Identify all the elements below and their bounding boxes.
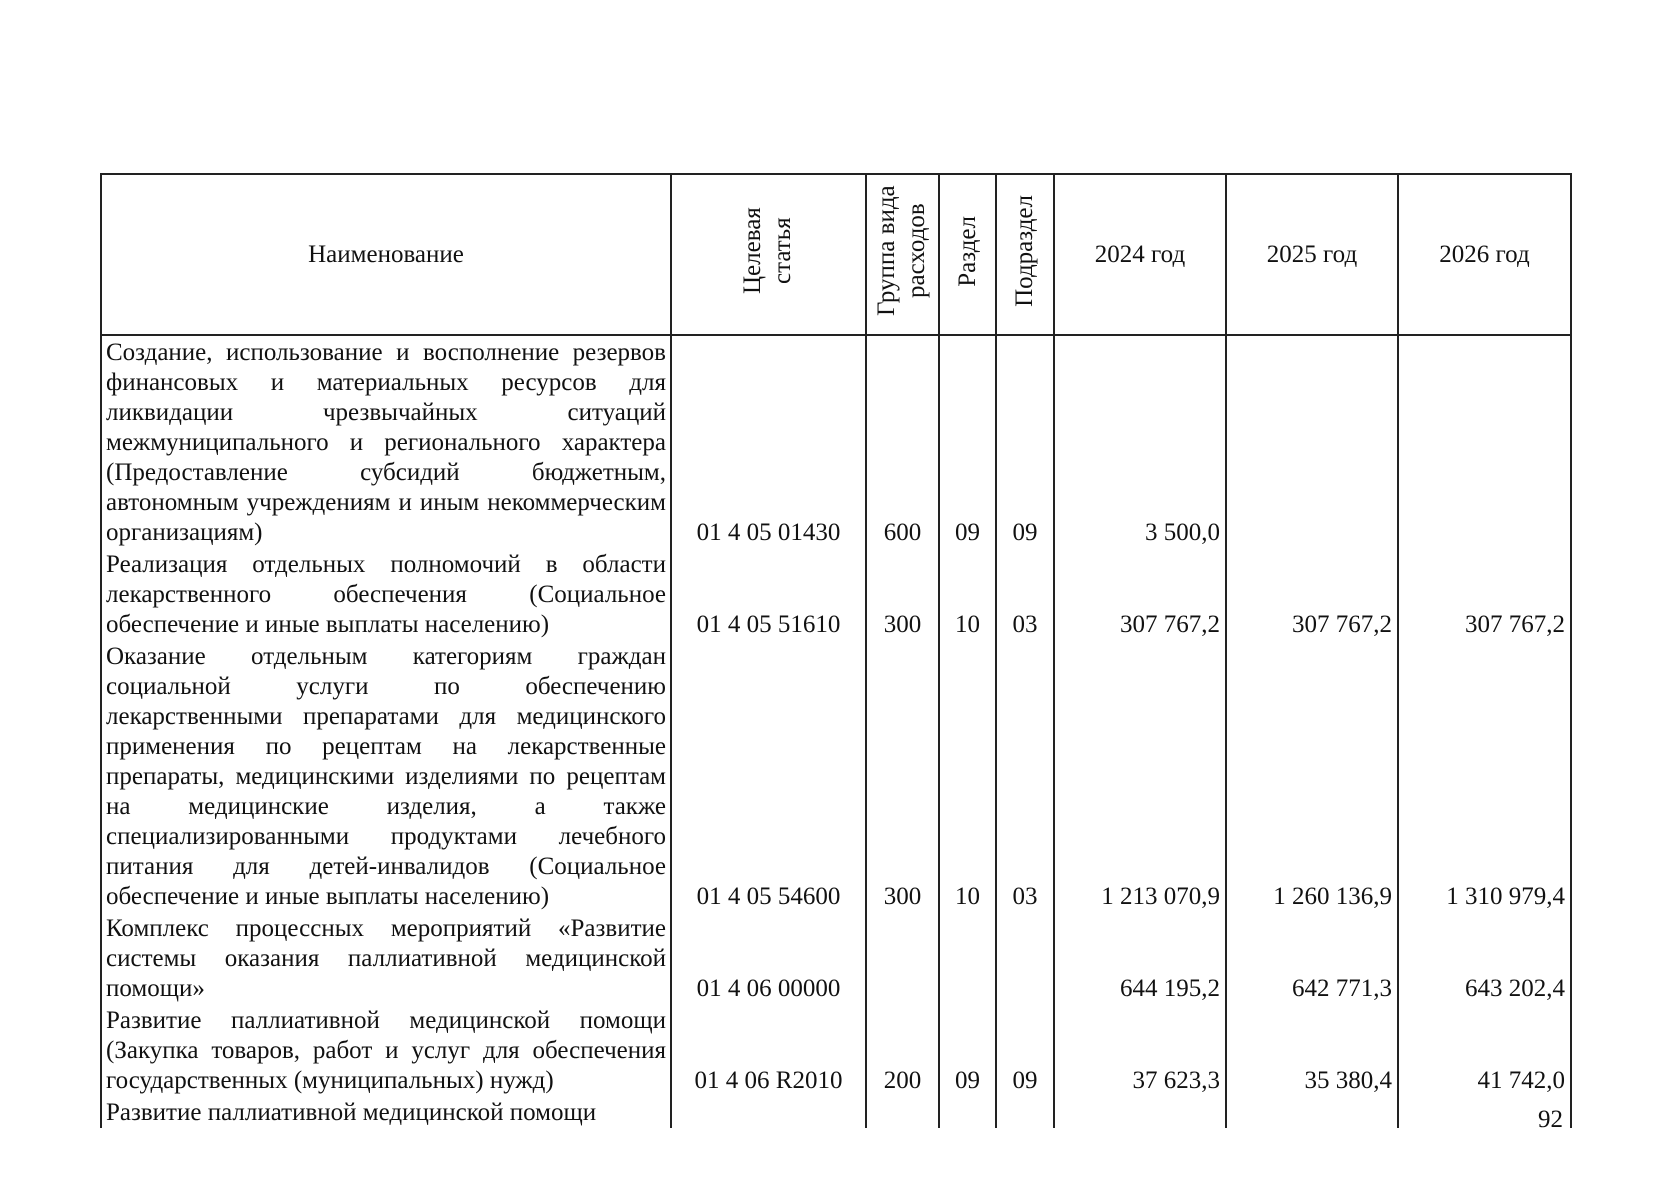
- header-year-2025: 2025 год: [1226, 174, 1398, 335]
- table-row: [101, 1096, 1571, 1128]
- row-name: Оказание отдельным категориям граждан социальной услуги по обеспечению лекарственными препаратами для медицинского применения по рецептам на лекарственные препараты, медицинскими изделиями по рецептам на медицинские изделия, а также специализированными продуктами лечебного питания для детей-инвалидов (Социальное обеспечение и иные выплаты населению): [101, 640, 671, 912]
- table-row: [101, 912, 1571, 1004]
- row-name: Комплекс процессных мероприятий «Развитие системы оказания паллиативной медицинской помощи»: [101, 912, 671, 1004]
- row-expense-group: [866, 1096, 939, 1128]
- row-expense-group: 200: [866, 1004, 939, 1096]
- row-name: Развитие паллиативной медицинской помощи: [101, 1096, 671, 1128]
- row-subsection: [996, 912, 1054, 1004]
- header-name: Наименование: [101, 174, 671, 335]
- row-subsection: 09: [996, 335, 1054, 548]
- header-subsection: Подраздел: [996, 174, 1054, 335]
- row-amount-2026: 1 310 979,4: [1398, 640, 1571, 912]
- row-section: 10: [939, 640, 996, 912]
- row-target-article: [671, 1096, 866, 1128]
- row-target-article: 01 4 05 54600: [671, 640, 866, 912]
- row-subsection: [996, 1096, 1054, 1128]
- header-target-article: Целевая статья: [671, 174, 866, 335]
- header-expense-group: Группа вида расходов: [866, 174, 939, 335]
- header-year-2026: 2026 год: [1398, 174, 1571, 335]
- row-amount-2024: [1054, 1096, 1226, 1128]
- row-expense-group: 300: [866, 640, 939, 912]
- row-amount-2026: 307 767,2: [1398, 548, 1571, 640]
- row-amount-2024: 644 195,2: [1054, 912, 1226, 1004]
- row-amount-2025: [1226, 1096, 1398, 1128]
- row-name: Развитие паллиативной медицинской помощи (Закупка товаров, работ и услуг для обеспечения государственных (муниципальных) нужд): [101, 1004, 671, 1096]
- row-name: Реализация отдельных полномочий в области лекарственного обеспечения (Социальное обеспечение и иные выплаты населению): [101, 548, 671, 640]
- row-name: Создание, использование и восполнение резервов финансовых и материальных ресурсов для ликвидации чрезвычайных ситуаций межмуниципального и регионального характера (Предоставление субсидий бюджетным, автономным учреждениям и иным некоммерческим организациям): [101, 335, 671, 548]
- header-year-2024: 2024 год: [1054, 174, 1226, 335]
- header-section: Раздел: [939, 174, 996, 335]
- row-amount-2026: 41 742,0: [1398, 1004, 1571, 1096]
- table-row: [101, 640, 1571, 912]
- row-amount-2025: 642 771,3: [1226, 912, 1398, 1004]
- row-amount-2024: 1 213 070,9: [1054, 640, 1226, 912]
- row-target-article: 01 4 05 51610: [671, 548, 866, 640]
- row-amount-2026: [1398, 335, 1571, 548]
- row-amount-2025: 1 260 136,9: [1226, 640, 1398, 912]
- row-section: 09: [939, 335, 996, 548]
- row-section: 10: [939, 548, 996, 640]
- row-expense-group: [866, 912, 939, 1004]
- row-subsection: 03: [996, 548, 1054, 640]
- row-amount-2026: 643 202,4: [1398, 912, 1571, 1004]
- row-section: 09: [939, 1004, 996, 1096]
- row-target-article: 01 4 06 R2010: [671, 1004, 866, 1096]
- budget-table: [100, 173, 1572, 1128]
- row-target-article: 01 4 05 01430: [671, 335, 866, 548]
- row-expense-group: 600: [866, 335, 939, 548]
- row-section: [939, 1096, 996, 1128]
- row-amount-2024: 37 623,3: [1054, 1004, 1226, 1096]
- table-row: [101, 335, 1571, 548]
- table-header-row: [101, 174, 1571, 335]
- table-row: [101, 548, 1571, 640]
- row-expense-group: 300: [866, 548, 939, 640]
- row-amount-2025: 35 380,4: [1226, 1004, 1398, 1096]
- row-amount-2024: 307 767,2: [1054, 548, 1226, 640]
- row-subsection: 03: [996, 640, 1054, 912]
- page-number: 92: [1538, 1106, 1563, 1133]
- row-section: [939, 912, 996, 1004]
- row-amount-2025: 307 767,2: [1226, 548, 1398, 640]
- row-subsection: 09: [996, 1004, 1054, 1096]
- row-amount-2025: [1226, 335, 1398, 548]
- table-row: [101, 1004, 1571, 1096]
- row-amount-2024: 3 500,0: [1054, 335, 1226, 548]
- row-target-article: 01 4 06 00000: [671, 912, 866, 1004]
